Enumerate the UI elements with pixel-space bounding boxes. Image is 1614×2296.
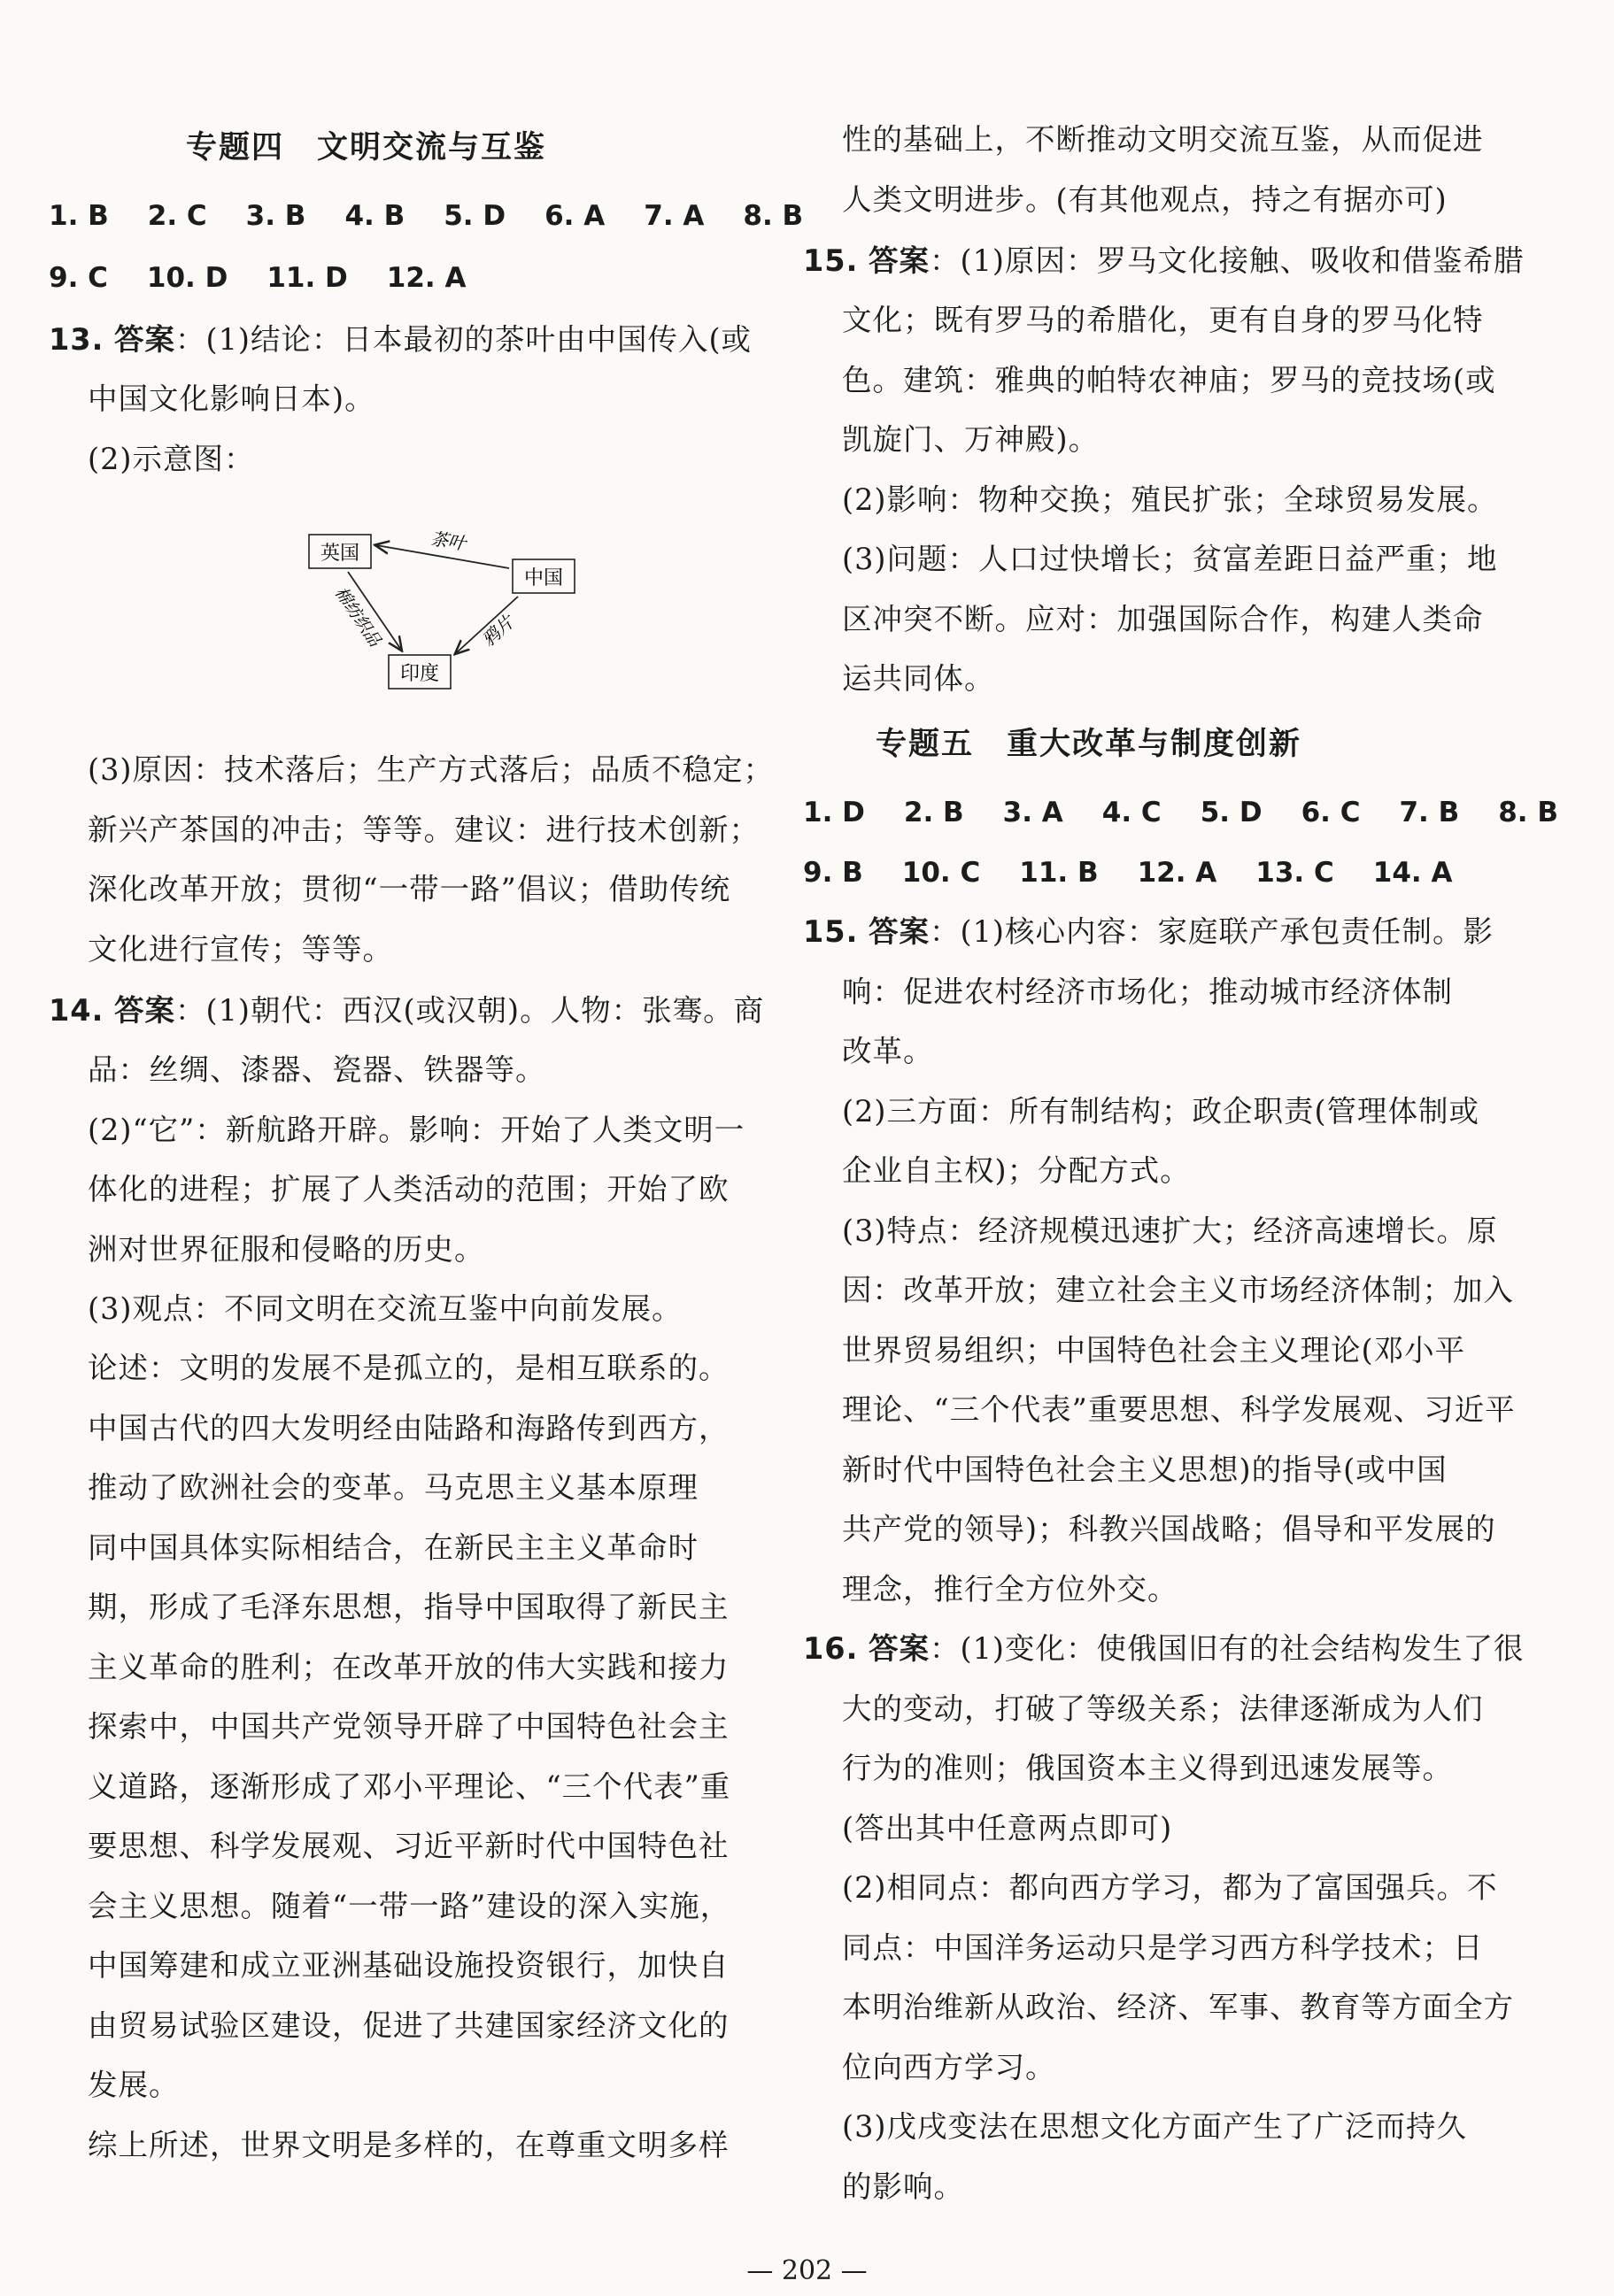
answer-text: 由贸易试验区建设，促进了共建国家经济文化的 [88, 2008, 730, 2043]
answer-text: (答出其中任意两点即可) [842, 1811, 1173, 1845]
mc-answer: 12. A [1137, 857, 1217, 889]
answer-text: 运共同体。 [842, 661, 995, 696]
answer-text: 义道路，逐渐形成了邓小平理论、“三个代表”重 [88, 1769, 731, 1804]
mc-answers-row1 [803, 795, 1597, 830]
answer-text: (3)原因：技术落后；生产方式落后；品质不稳定； [88, 752, 774, 787]
trade-triangle-diagram [297, 520, 589, 697]
answer-text: ：(1)朝代：西汉(或汉朝)。人物：张骞。商 [175, 993, 765, 1028]
answer-text: 新时代中国特色社会主义思想)的指导(或中国 [842, 1452, 1448, 1487]
answer-text: 主义革命的胜利；在改革开放的伟大实践和接力 [88, 1650, 730, 1684]
answer-text: ：(1)原因：罗马文化接触、吸收和借鉴希腊 [930, 243, 1525, 278]
answer-text: 文化；既有罗马的希腊化，更有自身的罗马化特 [842, 303, 1484, 337]
mc-answer: 2. C [147, 200, 207, 232]
answer-text: 中国筹建和成立亚洲基础设施投资银行，加快自 [88, 1948, 730, 1983]
mc-answer: 12. A [386, 262, 467, 294]
answer-text: 中国古代的四大发明经由陆路和海路传到西方， [88, 1411, 730, 1445]
mc-answer: 5. D [444, 200, 506, 232]
mc-answer: 5. D [1200, 797, 1263, 828]
answer-text: 理念，推行全方位外交。 [842, 1572, 1178, 1606]
question-number: 15. [803, 914, 859, 949]
answer-text: 的影响。 [842, 2169, 964, 2204]
question-number: 15. [803, 243, 859, 278]
answer-text: 响：促进农村经济市场化；推动城市经济体制 [842, 975, 1453, 1009]
mc-answer: 10. D [146, 262, 228, 294]
answer-text: ：(1)变化：使俄国旧有的社会结构发生了很 [930, 1631, 1525, 1666]
mc-answer: 7. A [644, 200, 705, 232]
answer-text: 区冲突不断。应对：加强国际合作，构建人类命 [842, 602, 1484, 636]
mc-answer: 8. B [1498, 797, 1559, 828]
section-heading-4: 专题四 文明交流与互鉴 [186, 130, 547, 166]
mc-answer: 9. C [49, 262, 108, 294]
answer-text: 会主义思想。随着“一带一路”建设的深入实施， [88, 1889, 731, 1923]
answer-text: 期，形成了毛泽东思想，指导中国取得了新民主 [88, 1590, 730, 1624]
mc-answer: 13. C [1255, 857, 1334, 889]
answer-text: 位向西方学习。 [842, 2050, 1056, 2084]
mc-answer: 1. D [803, 797, 865, 828]
answer-text: 人类文明进步。(有其他观点，持之有据亦可) [842, 182, 1448, 217]
answer-text: 要思想、科学发展观、习近平新时代中国特色社 [88, 1829, 730, 1863]
answer-text: 大的变动，打破了等级关系；法律逐渐成为人们 [842, 1691, 1484, 1726]
answer-text: (2)“它”：新航路开辟。影响：开始了人类文明一 [88, 1113, 745, 1147]
mc-answer: 7. B [1399, 797, 1460, 828]
answer-text: 综上所述，世界文明是多样的，在尊重文明多样 [88, 2128, 730, 2162]
answer-label: 答案 [114, 993, 176, 1028]
mc-answer: 8. B [743, 200, 804, 232]
mc-answer: 10. C [901, 857, 981, 889]
answer-label: 答案 [869, 1631, 931, 1666]
mc-answer: 3. B [245, 200, 306, 232]
edge-label-cotton: 棉纺织品 [330, 582, 385, 651]
answer-text: 世界贸易组织；中国特色社会主义理论(邓小平 [842, 1333, 1466, 1368]
q15-line [803, 914, 1494, 950]
answer-text: (2)相同点：都向西方学习，都为了富国强兵。不 [842, 1870, 1498, 1905]
answer-text: 同点：中国洋务运动只是学习西方科学技术；日 [842, 1930, 1484, 1965]
answer-text: (2)影响：物种交换；殖民扩张；全球贸易发展。 [842, 482, 1498, 517]
answer-text: ：(1)结论：日本最初的茶叶由中国传入(或 [175, 322, 753, 357]
answer-text: (3)特点：经济规模迅速扩大；经济高速增长。原 [842, 1213, 1498, 1248]
mc-answers-row2 [803, 855, 1491, 890]
q15-line [803, 243, 1524, 279]
mc-answer: 6. C [1301, 797, 1361, 828]
mc-answer: 4. C [1101, 797, 1162, 828]
answer-text: 探索中，中国共产党领导开辟了中国特色社会主 [88, 1709, 730, 1744]
section-heading-5: 专题五 重大改革与制度创新 [876, 727, 1302, 762]
answer-text: (2)示意图： [88, 442, 255, 476]
mc-answers-row2 [49, 260, 506, 296]
q16-line [803, 1631, 1524, 1667]
mc-answer: 3. A [1002, 797, 1063, 828]
answer-text: 深化改革开放；贯彻“一带一路”倡议；借助传统 [88, 872, 731, 906]
answer-text: (3)戊戌变法在思想文化方面产生了广泛而持久 [842, 2109, 1467, 2144]
answer-text: 凯旋门、万神殿)。 [842, 422, 1100, 457]
answer-label: 答案 [869, 914, 931, 949]
edge-label-tea: 茶叶 [429, 528, 467, 555]
answer-text: 色。建筑：雅典的帕特农神庙；罗马的竞技场(或 [842, 363, 1496, 397]
q13-line [49, 322, 752, 358]
answer-label: 答案 [114, 322, 176, 357]
page-number: — 202 — [746, 2255, 868, 2286]
answer-text: 理论、“三个代表”重要思想、科学发展观、习近平 [842, 1392, 1516, 1427]
answer-text: (3)问题：人口过快增长；贫富差距日益严重；地 [842, 542, 1498, 576]
answer-text: 推动了欧洲社会的变革。马克思主义基本原理 [88, 1470, 699, 1505]
answer-text: 企业自主权)；分配方式。 [842, 1153, 1191, 1188]
answer-text: 体化的进程；扩展了人类活动的范围；开始了欧 [88, 1172, 730, 1206]
answer-text: 本明治维新从政治、经济、军事、教育等方面全方 [842, 1990, 1514, 2024]
answer-text: 行为的准则；俄国资本主义得到迅速发展等。 [842, 1751, 1453, 1785]
answer-text: 新兴产茶国的冲击；等等。建议：进行技术创新； [88, 813, 760, 847]
question-number: 16. [803, 1631, 859, 1666]
answer-text: (3)观点：不同文明在交流互鉴中向前发展。 [88, 1291, 683, 1326]
answer-text: 洲对世界征服和侵略的历史。 [88, 1232, 485, 1267]
answer-text: 发展。 [88, 2068, 180, 2102]
answer-text: 文化进行宣传；等等。 [88, 932, 393, 967]
answer-text: 共产党的领导)；科教兴国战略；倡导和平发展的 [842, 1512, 1496, 1546]
mc-answer: 9. B [803, 857, 863, 889]
mc-answer: 11. B [1019, 857, 1099, 889]
mc-answer: 14. A [1372, 857, 1453, 889]
answer-text: ：(1)核心内容：家庭联产承包责任制。影 [930, 914, 1494, 949]
q14-line [49, 993, 764, 1029]
answer-text: (2)三方面：所有制结构；政企职责(管理体制或 [842, 1094, 1480, 1129]
answer-text: 同中国具体实际相结合，在新民主主义革命时 [88, 1530, 699, 1565]
mc-answer: 6. A [544, 200, 606, 232]
mc-answer: 2. B [903, 797, 964, 828]
node-india: 印度 [399, 663, 440, 685]
mc-answer: 11. D [266, 262, 348, 294]
answer-text: 品：丝绸、漆器、瓷器、铁器等。 [88, 1052, 546, 1087]
answer-text: 性的基础上，不断推动文明交流互鉴，从而促进 [842, 122, 1484, 157]
answer-text: 中国文化影响日本)。 [88, 381, 375, 416]
edge-label-opium: 鸦片 [477, 611, 519, 651]
answer-label: 答案 [869, 243, 931, 278]
answer-text: 论述：文明的发展不是孤立的，是相互联系的。 [88, 1351, 730, 1385]
question-number: 13. [49, 322, 104, 357]
node-china: 中国 [523, 567, 564, 589]
answer-text: 改革。 [842, 1034, 934, 1068]
mc-answers-row1 [49, 198, 842, 234]
node-uk: 英国 [320, 543, 360, 565]
answer-text: 因：改革开放；建立社会主义市场经济体制；加入 [842, 1273, 1514, 1307]
question-number: 14. [49, 993, 104, 1028]
mc-answer: 4. B [344, 200, 405, 232]
mc-answer: 1. B [49, 200, 109, 232]
